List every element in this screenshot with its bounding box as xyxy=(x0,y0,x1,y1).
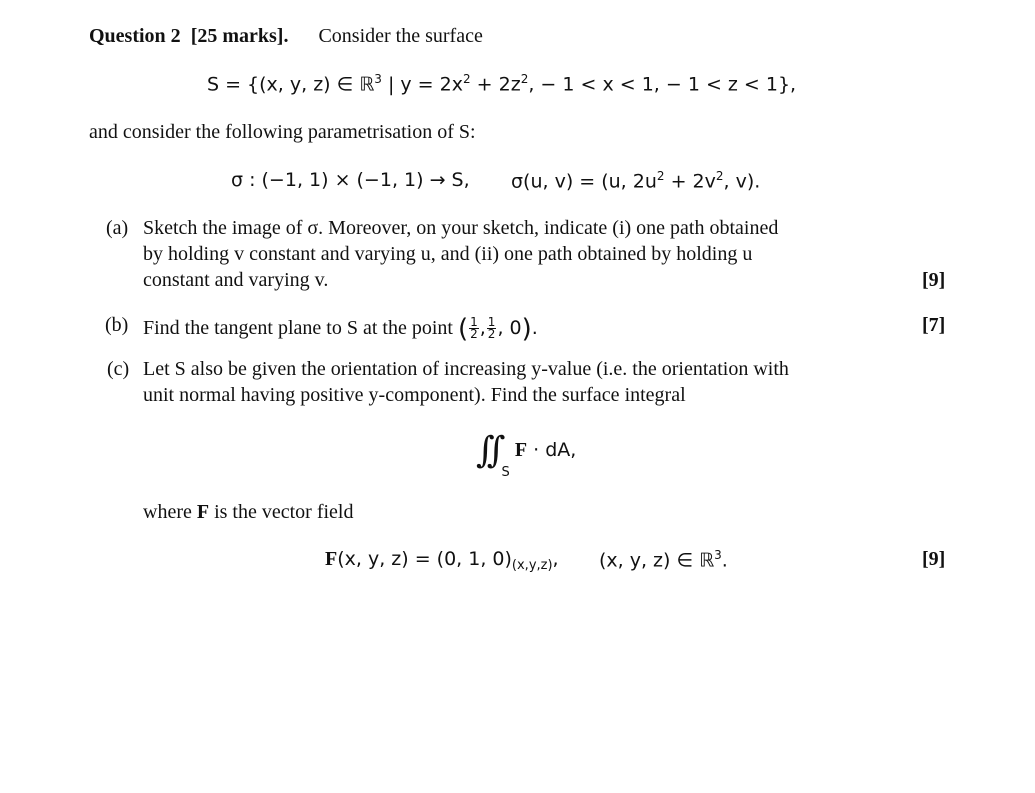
part-b-text-line xyxy=(143,314,538,344)
question-heading-line xyxy=(89,25,483,48)
surface-def-exp2: 2 xyxy=(462,72,471,86)
part-a-line3: constant and varying v. xyxy=(143,269,329,291)
frac-1 xyxy=(469,317,479,340)
vector-field-definition xyxy=(325,548,559,573)
integrand-rest: · dA, xyxy=(527,439,577,461)
part-c-marks: [9] xyxy=(922,548,946,570)
question-intro: Consider the surface xyxy=(318,25,483,47)
surface-def-exp: 3 xyxy=(374,72,382,86)
point-last: , 0 xyxy=(497,317,522,339)
frac-2 xyxy=(487,317,497,340)
field-domain-exp: 3 xyxy=(714,548,722,562)
field-F: F xyxy=(325,548,338,570)
frac-1-num: 1 xyxy=(470,315,478,329)
field-a: (x, y, z) = (0, 1, 0) xyxy=(337,548,512,570)
part-a-line2: by holding v constant and varying u, and (ii) one path obtained by holding u xyxy=(143,243,753,265)
part-a-marks: [9] xyxy=(922,269,946,291)
integrand-F: F xyxy=(514,439,528,461)
field-sub: (x,y,z) xyxy=(511,558,553,573)
question-number: Question 2 xyxy=(89,25,181,47)
field-domain-end: . xyxy=(721,549,728,572)
param-map-exp1: 2 xyxy=(656,169,665,183)
part-c-label: (c) xyxy=(107,358,130,380)
frac-2-num: 1 xyxy=(487,315,496,329)
part-b-label: (b) xyxy=(105,314,129,336)
surface-def-mid: | y = 2x xyxy=(381,73,463,96)
part-b-marks: [7] xyxy=(922,314,946,336)
vector-field-domain xyxy=(599,548,728,571)
parametrisation-domain: σ : (−1, 1) × (−1, 1) → S, xyxy=(231,169,470,191)
param-map-exp2: 2 xyxy=(715,169,724,183)
param-intro: and consider the following parametrisation of S: xyxy=(89,121,476,143)
param-map-b: + 2v xyxy=(664,170,716,193)
tangent-point: ( $\frac{1}{2}$ , $\frac{1}{2}$ , 0). xyxy=(457,314,538,344)
integral-subscript: S xyxy=(501,465,510,480)
part-a-label: (a) xyxy=(106,217,129,239)
frac-1-den: 2 xyxy=(470,327,478,341)
parametrisation-map xyxy=(511,169,760,192)
part-a-line1: Sketch the image of σ. Moreover, on your sketch, indicate (i) one path obtained xyxy=(143,217,779,239)
part-b-text: Find the tangent plane to S at the point xyxy=(143,317,453,339)
where-F: F xyxy=(196,501,210,523)
field-b: , xyxy=(552,548,559,570)
param-map-c: , v). xyxy=(723,170,761,193)
surface-integral xyxy=(476,430,576,480)
integrand xyxy=(515,439,576,461)
part-c-line2: unit normal having positive y-component). Find the surface integral xyxy=(143,384,686,406)
where-a: where xyxy=(143,501,197,523)
where-line xyxy=(143,501,353,524)
surface-def-lhs: S = {(x, y, z) ∈ ℝ xyxy=(207,73,375,96)
surface-def-mid2: + 2z xyxy=(470,73,521,96)
frac-2-den: 2 xyxy=(487,327,496,341)
field-domain: (x, y, z) ∈ ℝ xyxy=(599,549,715,572)
question-marks: [25 marks]. xyxy=(190,25,289,47)
part-c-line1: Let S also be given the orientation of increasing y-value (i.e. the orientation with xyxy=(143,358,789,380)
double-integral-sign: ∫∫ xyxy=(476,430,498,471)
surface-def-exp3: 2 xyxy=(520,72,529,86)
param-map-a: σ(u, v) = (u, 2u xyxy=(511,170,657,193)
where-b: is the vector field xyxy=(209,501,354,523)
surface-def-rhs: , − 1 < x < 1, − 1 < z < 1}, xyxy=(528,73,797,96)
surface-definition xyxy=(207,72,796,95)
